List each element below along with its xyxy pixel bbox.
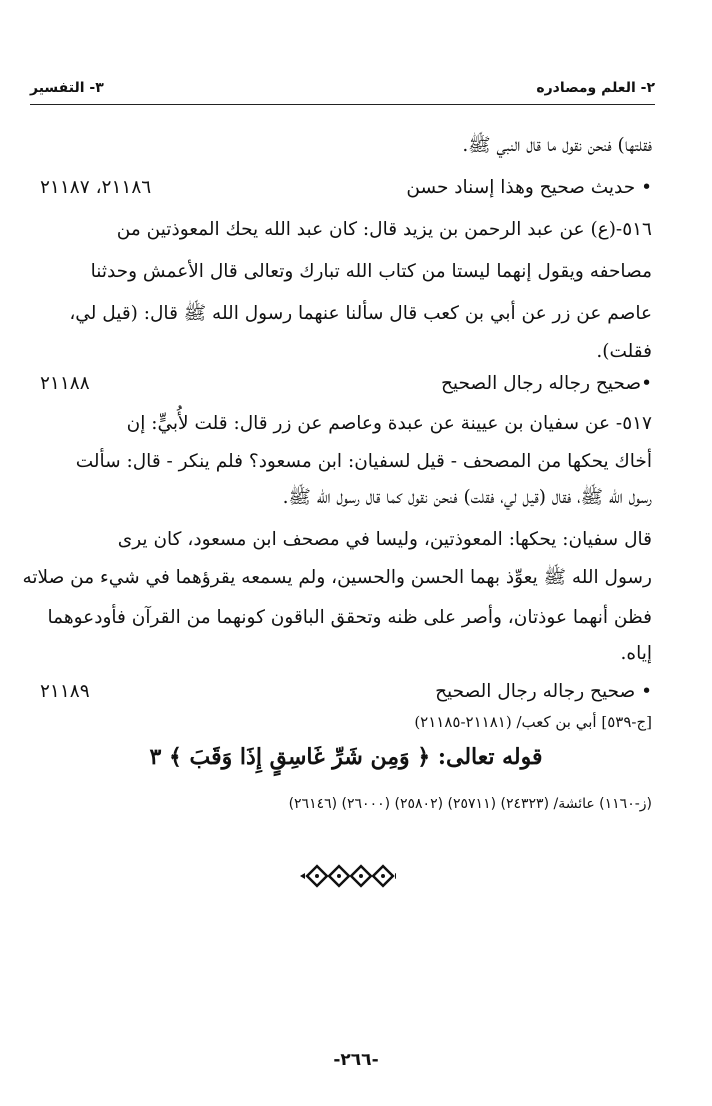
header-section: ٣- التفسير	[30, 80, 104, 96]
text-line: قال سفيان: يحكها: المعوذتين، وليسا في مصحف ابن مسعود، كان يرى	[117, 529, 652, 550]
hadith-516-line: ٥١٦-(ع) عن عبد الرحمن بن يزيد قال: كان عبد الله يحك المعوذتين من	[116, 219, 652, 240]
page-number: -٢٦٦-	[333, 1050, 379, 1070]
text-line: فظن أنهما عوذتان، وأصر على ظنه وتحقق الباقون كونهما من القرآن فأودعوهما	[47, 607, 652, 628]
grade-text: •صحيح رجاله رجال الصحيح	[440, 373, 652, 394]
text-line: مصاحفه ويقول إنهما ليستا من كتاب الله تبارك وتعالى قال الأعمش وحدثنا	[90, 261, 652, 282]
source-line: [ج-٥٣٩] أبي بن كعب/ (٢١١٨١-٢١١٨٥)	[414, 713, 652, 731]
text-line: فقلتها) فنحن نقول ما قال النبي ﷺ.	[462, 135, 652, 156]
grade-line	[40, 368, 652, 400]
verse-text: ﴿ وَمِن شَرِّ غَاسِقٍ إِذَا وَقَبَ ﴾	[168, 744, 431, 770]
grade-text: • حديث صحيح وهذا إسناد حسن	[406, 177, 652, 198]
grade-text: • صحيح رجاله رجال الصحيح	[435, 681, 652, 702]
heading-label: قوله تعالى:	[437, 744, 543, 770]
text-line: رسول الله ﷺ، فقال (قيل لي، فقلت) فنحن نقول كما قال رسول الله ﷺ.	[282, 487, 652, 508]
reference-number: ٢١١٨٩	[40, 681, 90, 702]
reference-number: ٢١١٨٦، ٢١١٨٧	[40, 177, 152, 198]
header-chapter: ٢- العلم ومصادره	[536, 80, 655, 96]
running-header	[30, 74, 655, 105]
verse-number: ٣	[149, 744, 162, 770]
verse-heading	[40, 744, 652, 770]
text-line: رسول الله ﷺ يعوِّذ بهما الحسن والحسين، ولم يسمعه يقرؤهما في شيء من صلاته	[22, 567, 652, 588]
grade-line	[40, 172, 652, 204]
text-line: أخاك يحكها من المصحف - قيل لسفيان: ابن مسعود؟ فلم ينكر - قال: سألت	[75, 451, 652, 472]
text-line: إياه.	[620, 643, 652, 664]
text-line: عاصم عن زر عن أبي بن كعب قال سألنا عنهما رسول الله ﷺ قال: (قيل لي،	[69, 303, 652, 324]
reference-number: ٢١١٨٨	[40, 373, 90, 394]
grade-line	[40, 676, 652, 708]
hadith-517-line: ٥١٧- عن سفيان بن عيينة عن عبدة وعاصم عن زر قال: قلت لأُبيٍّ: إن	[126, 413, 652, 434]
text-line: فقلت).	[596, 341, 652, 362]
ornament-divider-icon	[296, 862, 396, 892]
cross-reference: (ز-١١٦٠) عائشة/ (٢٤٣٢٣) (٢٥٧١١) (٢٥٨٠٢) (٢٦٠٠٠) (٢٦١٤٦)	[288, 796, 652, 812]
